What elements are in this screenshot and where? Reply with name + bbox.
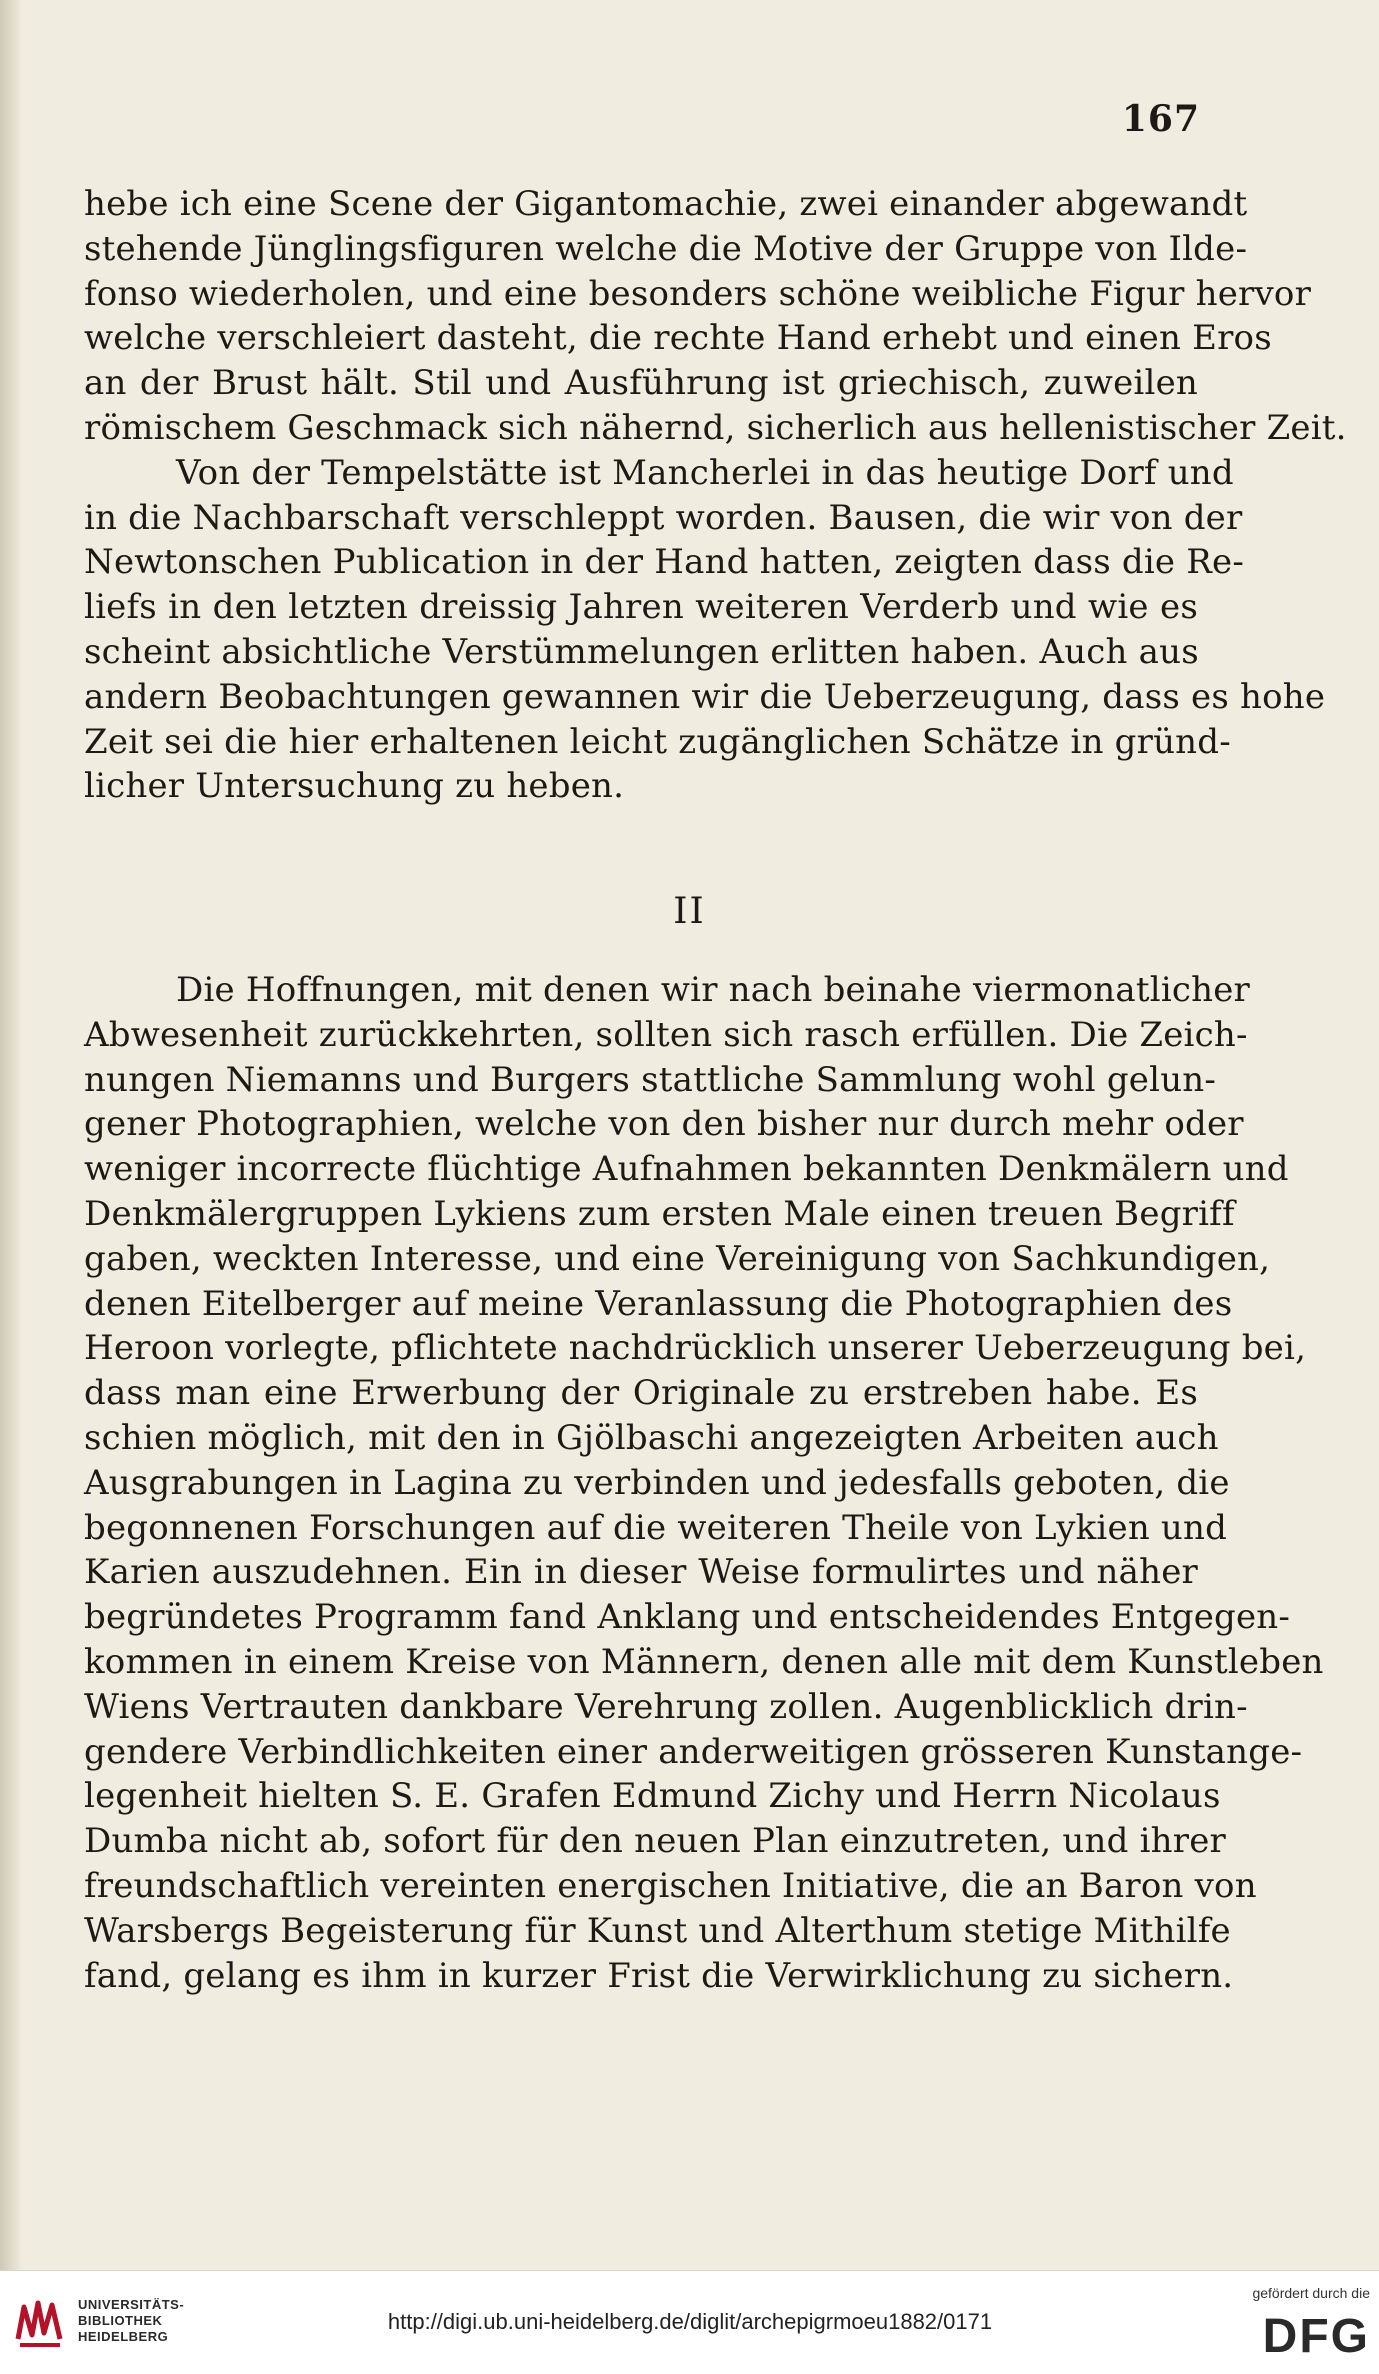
text-line: Ausgrabungen in Lagina zu verbinden und jedesfalls geboten, die xyxy=(84,1462,1230,1503)
text-line: Newtonschen Publication in der Hand hatten, zeigten dass die Re- xyxy=(84,542,1245,583)
text-line: Karien auszudehnen. Ein in dieser Weise formulirtes und näher xyxy=(84,1552,1198,1593)
text-line: fand, gelang es ihm in kurzer Frist die Verwirklichung zu sichern. xyxy=(84,1955,1234,1996)
digitization-footer xyxy=(0,2270,1379,2374)
text-line: gener Photographien, welche von den bisher nur durch mehr oder xyxy=(84,1104,1244,1145)
paragraph-3 xyxy=(84,968,1324,1998)
text-line: Von der Tempelstätte ist Mancherlei in das heutige Dorf und xyxy=(176,452,1234,493)
text-line: Abwesenheit zurückkehrten, sollten sich rasch erfüllen. Die Zeich- xyxy=(84,1014,1248,1055)
text-line: denen Eitelberger auf meine Veranlassung die Photographien des xyxy=(84,1283,1233,1324)
text-line: freundschaftlich vereinten energischen Initiative, die an Baron von xyxy=(84,1865,1257,1906)
paragraph-2 xyxy=(84,451,1326,809)
text-line: andern Beobachtungen gewannen wir die Ueberzeugung, dass es hohe xyxy=(84,676,1326,717)
text-line: fonso wiederholen, und eine besonders schöne weibliche Figur hervor xyxy=(84,273,1312,314)
text-line: begründetes Programm fand Anklang und entscheidendes Entgegen- xyxy=(84,1597,1291,1638)
paragraph-1 xyxy=(84,182,1347,451)
text-line: römischem Geschmack sich nähernd, sicherlich aus hellenistischer Zeit. xyxy=(84,407,1347,448)
text-block-lower xyxy=(84,968,1324,1998)
text-line: Dumba nicht ab, sofort für den neuen Plan einzutreten, und ihrer xyxy=(84,1821,1226,1862)
text-line: weniger incorrecte flüchtige Aufnahmen bekannten Denkmälern und xyxy=(84,1149,1289,1190)
library-name-line: BIBLIOTHEK xyxy=(78,2313,163,2328)
text-line: kommen in einem Kreise von Männern, denen alle mit dem Kunstleben xyxy=(84,1641,1324,1682)
text-line: gendere Verbindlichkeiten einer anderweitigen grösseren Kunstange- xyxy=(84,1731,1303,1772)
page-gutter-shadow xyxy=(0,0,22,2270)
text-line: in die Nachbarschaft verschleppt worden. Bausen, die wir von der xyxy=(84,497,1243,538)
text-line: nungen Niemanns und Burgers stattliche Sammlung wohl gelun- xyxy=(84,1059,1217,1100)
section-heading: II xyxy=(673,891,706,932)
text-line: Wiens Vertrauten dankbare Verehrung zollen. Augenblicklich drin- xyxy=(84,1686,1248,1727)
text-line: stehende Jünglingsfiguren welche die Motive der Gruppe von Ilde- xyxy=(84,228,1248,269)
library-name xyxy=(78,2297,184,2345)
text-line: Denkmälergruppen Lykiens zum ersten Male einen treuen Begriff xyxy=(84,1193,1235,1234)
text-line: Die Hoffnungen, mit denen wir nach beinahe viermonatlicher xyxy=(176,970,1251,1010)
text-line: licher Untersuchung zu heben. xyxy=(84,766,625,807)
text-line: welche verschleiert dasteht, die rechte Hand erhebt und einen Eros xyxy=(84,318,1272,359)
library-name-line: HEIDELBERG xyxy=(78,2329,169,2344)
funded-by-label: gefördert durch die xyxy=(1252,2285,1370,2301)
permalink-url[interactable]: http://digi.ub.uni-heidelberg.de/diglit/archepigrmoeu1882/0171 xyxy=(387,2309,993,2334)
dfg-logo: DFG xyxy=(1262,2310,1370,2363)
text-line: gaben, weckten Interesse, und eine Vereinigung von Sachkundigen, xyxy=(84,1238,1271,1279)
text-line: scheint absichtliche Verstümmelungen erlitten haben. Auch aus xyxy=(84,631,1199,672)
text-line: dass man eine Erwerbung der Originale zu erstreben habe. Es xyxy=(84,1373,1198,1414)
text-line: Heroon vorlegte, pflichtete nachdrücklich unserer Ueberzeugung bei, xyxy=(84,1328,1307,1369)
ub-heidelberg-logo-icon xyxy=(14,2295,66,2349)
text-line: Warsbergs Begeisterung für Kunst und Alterthum stetige Mithilfe xyxy=(84,1910,1231,1951)
text-line: an der Brust hält. Stil und Ausführung ist griechisch, zuweilen xyxy=(84,363,1198,404)
text-line: begonnenen Forschungen auf die weiteren Theile von Lykien und xyxy=(84,1507,1228,1548)
text-line: schien möglich, mit den in Gjölbaschi angezeigten Arbeiten auch xyxy=(84,1417,1219,1458)
page-number: 167 xyxy=(1121,98,1200,140)
text-block-upper xyxy=(84,182,1347,809)
text-line: liefs in den letzten dreissig Jahren weiteren Verderb und wie es xyxy=(84,587,1198,628)
text-line: Zeit sei die hier erhaltenen leicht zugänglichen Schätze in gründ- xyxy=(84,721,1231,762)
text-line: legenheit hielten S. E. Grafen Edmund Zichy und Herrn Nicolaus xyxy=(84,1776,1221,1817)
library-name-line: UNIVERSITÄTS- xyxy=(78,2297,185,2312)
text-line: hebe ich eine Scene der Gigantomachie, zwei einander abgewandt xyxy=(84,184,1248,224)
